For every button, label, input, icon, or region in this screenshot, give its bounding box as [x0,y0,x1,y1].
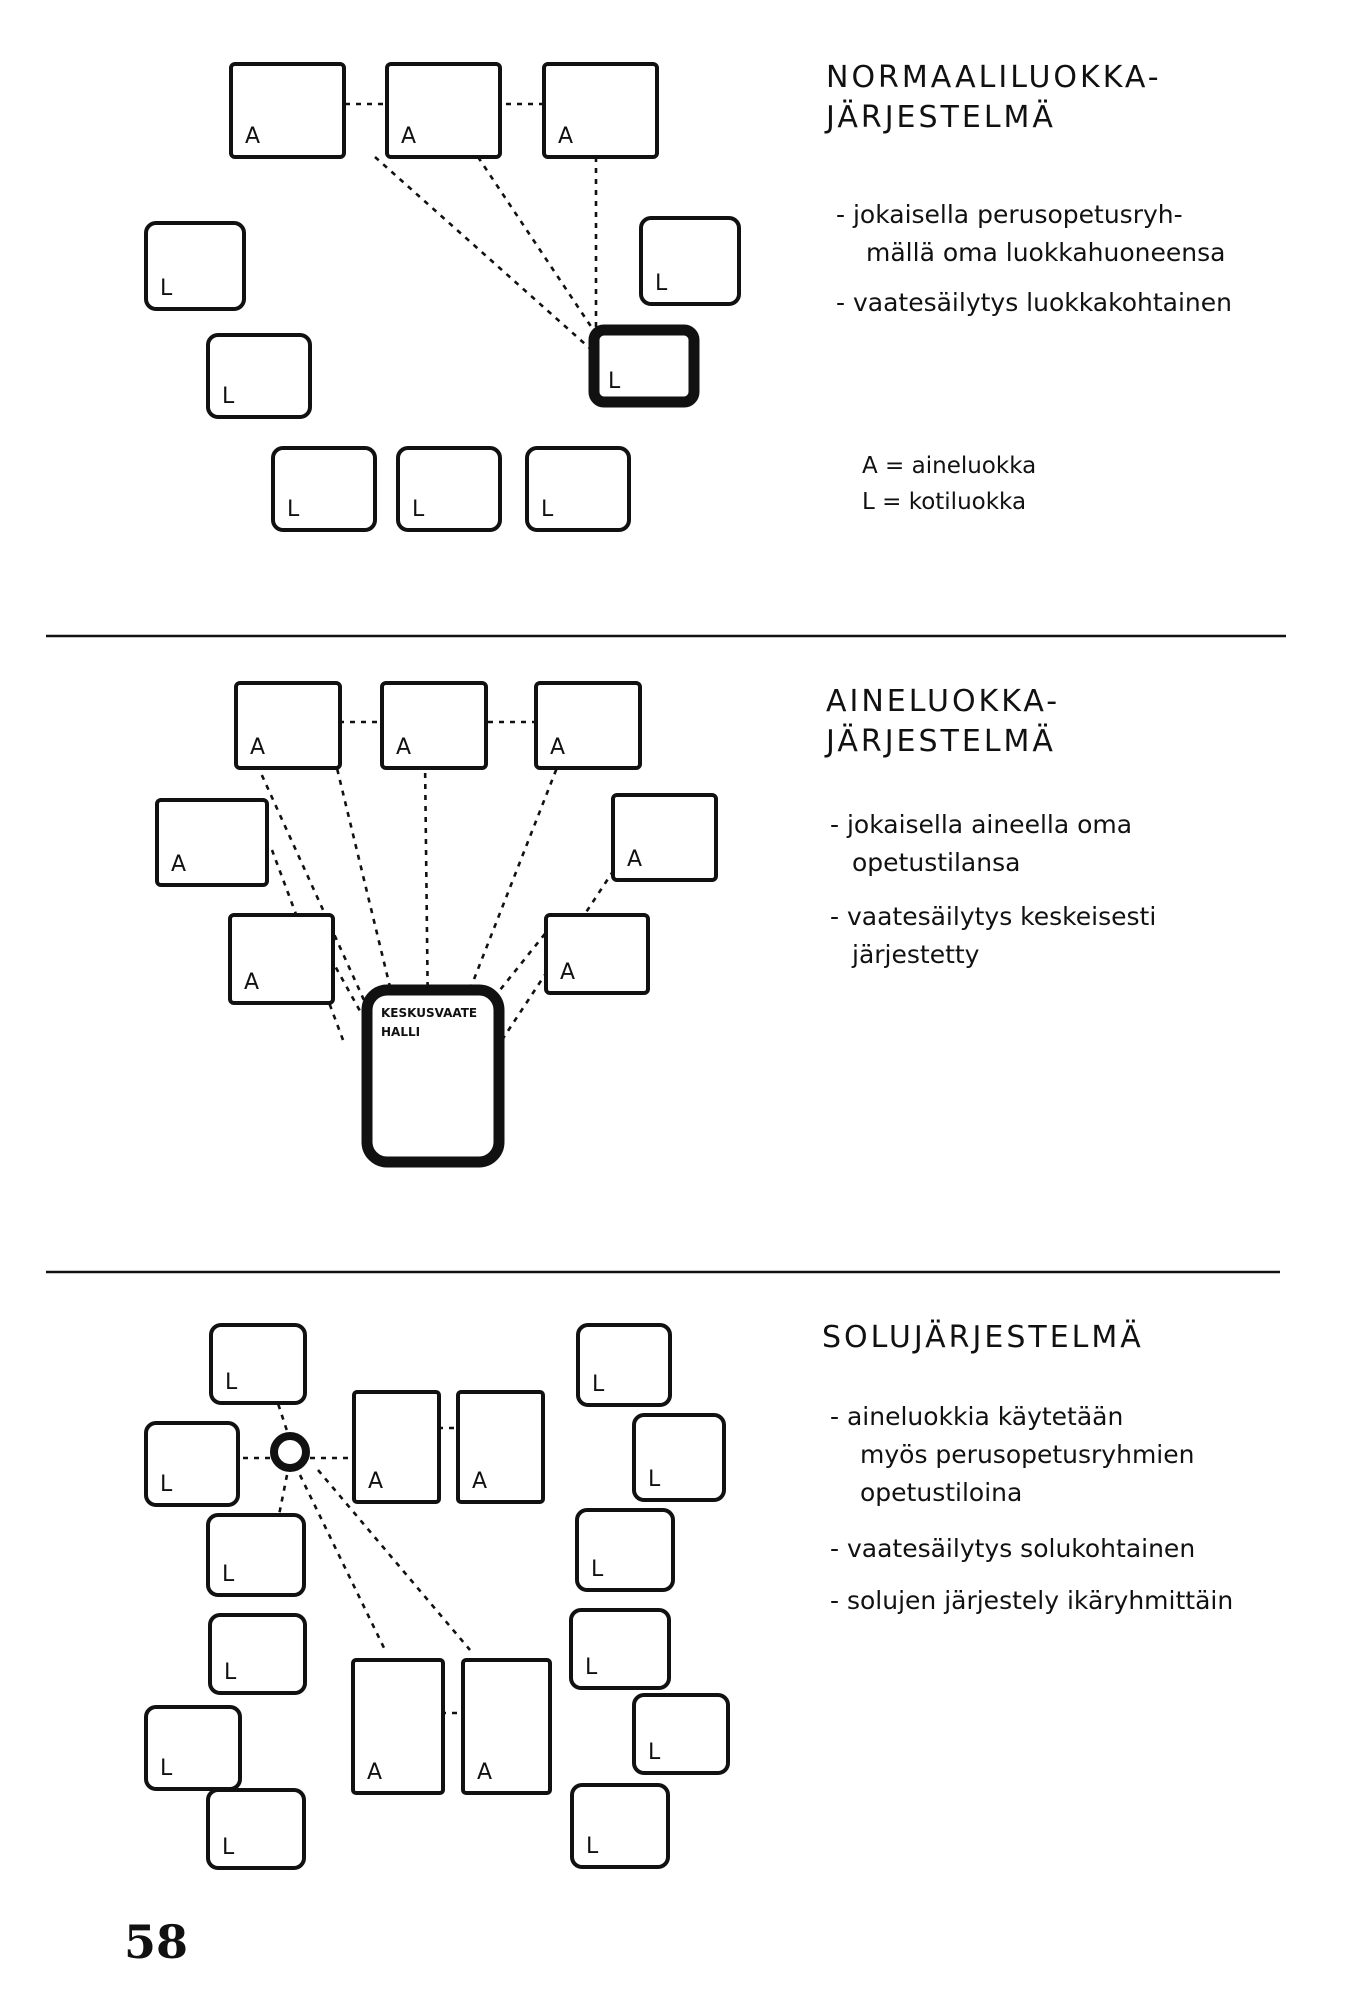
home-classroom-letter: L [222,1562,235,1587]
home-classroom-letter: L [655,271,668,296]
home-classroom-letter: L [160,1756,173,1781]
heading-line: SOLUJÄRJESTELMÄ [822,1320,1144,1355]
subject-classroom-letter: A [477,1760,493,1785]
home-classroom-letter: L [608,369,621,394]
subject-classroom [354,1392,439,1502]
home-classroom-letter: L [160,1472,173,1497]
heading-line: JÄRJESTELMÄ [826,100,1056,135]
page-number: 58 [124,1915,189,1969]
bullet-line: mällä oma luokkahuoneensa [866,238,1226,267]
bullet-line: opetustiloina [860,1478,1023,1507]
subject-classroom-letter: A [244,970,260,995]
subject-classroom-letter: A [250,735,266,760]
subject-classroom-letter: A [368,1469,384,1494]
subject-classroom-letter: A [627,847,643,872]
bullet-item [830,1530,1195,1568]
subject-classroom [458,1392,543,1502]
bullet-line: myös perusopetusryhmien [860,1440,1195,1469]
central-cloakroom-label: HALLI [381,1025,421,1039]
home-classroom-letter: L [222,1835,235,1860]
subject-classroom-letter: A [550,735,566,760]
bullet-item [836,196,1225,272]
bullet-item [830,1398,1194,1512]
cell-hub [274,1436,306,1468]
cell-system-heading [822,1318,1144,1358]
subject-classroom-letter: A [245,124,261,149]
subject-classroom-heading [826,682,1060,762]
bullet-line: - vaatesäilytys keskeisesti [830,902,1157,931]
heading-line: AINELUOKKA- [826,684,1061,719]
legend-line: L = kotiluokka [862,489,1027,515]
bullet-item [836,284,1232,322]
bullet-line: - aineluokkia käytetään [830,1402,1124,1431]
heading-line: JÄRJESTELMÄ [826,724,1056,759]
dashed-connection [375,157,603,360]
normal-classroom-heading [826,58,1162,138]
home-classroom-letter: L [225,1370,238,1395]
home-classroom-letter: L [585,1655,598,1680]
home-classroom-letter: L [591,1557,604,1582]
legend-line: A = aineluokka [862,453,1037,479]
home-classroom-letter: L [224,1660,237,1685]
heading-line: NORMAALILUOKKA- [826,60,1162,95]
subject-classroom-letter: A [560,960,576,985]
subject-classroom-letter: A [396,735,412,760]
home-classroom-letter: L [412,497,425,522]
subject-classroom-letter: A [171,852,187,877]
dashed-connection [478,157,610,355]
home-classroom-letter: L [648,1740,661,1765]
bullet-line: järjestetty [852,940,980,969]
home-classroom-letter: L [541,497,554,522]
bullet-line: - solujen järjestely ikäryhmittäin [830,1586,1234,1615]
bullet-item [830,1582,1233,1620]
bullet-line: - vaatesäilytys solukohtainen [830,1534,1196,1563]
home-classroom-letter: L [586,1834,599,1859]
subject-classroom-letter: A [558,124,574,149]
home-classroom-letter: L [592,1372,605,1397]
bullet-item [830,806,1132,882]
home-classroom-letter: L [222,384,235,409]
central-cloakroom-label: KESKUSVAATE [381,1006,478,1020]
subject-classroom-letter: A [367,1760,383,1785]
bullet-line: - vaatesäilytys luokkakohtainen [836,288,1232,317]
bullet-line: - jokaisella aineella oma [830,810,1133,839]
dashed-connection [425,760,428,1020]
bullet-line: - jokaisella perusopetusryh- [836,200,1183,229]
subject-classroom-letter: A [401,124,417,149]
home-classroom-letter: L [648,1467,661,1492]
bullet-item [830,898,1156,974]
bullet-line: opetustilansa [852,848,1021,877]
home-classroom-letter: L [160,276,173,301]
home-classroom-letter: L [287,497,300,522]
subject-classroom-letter: A [472,1469,488,1494]
legend [862,448,1036,520]
